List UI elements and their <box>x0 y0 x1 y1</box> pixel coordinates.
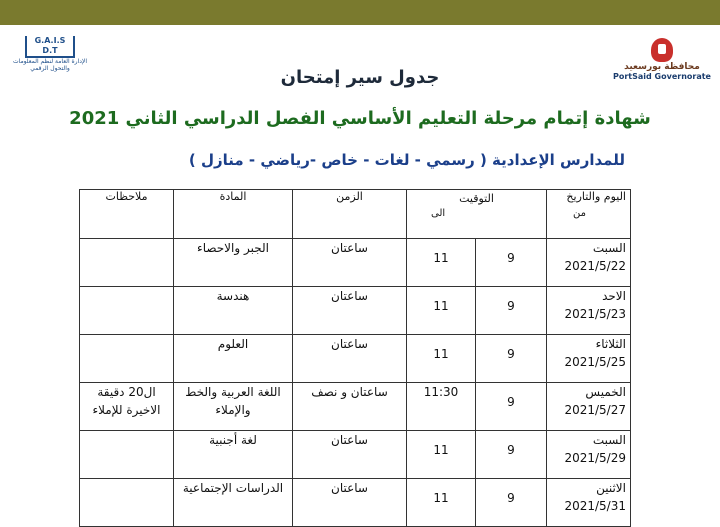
top-banner <box>0 0 720 25</box>
logo-arabic-text: محافظة بورسعيد <box>624 62 700 72</box>
header-duration: الزمن <box>293 190 407 239</box>
to-cell: 11 <box>407 239 476 287</box>
table-row <box>80 239 631 287</box>
exam-schedule-table <box>79 189 631 527</box>
notes-cell <box>80 479 174 527</box>
from-cell: 9 <box>476 479 547 527</box>
governorate-emblem-icon <box>651 38 673 62</box>
to-cell: 11 <box>407 431 476 479</box>
day-date: 2021/5/29 <box>564 451 626 465</box>
day-cell <box>547 479 631 527</box>
subject-cell: هندسة <box>174 287 293 335</box>
notes-cell: ال20 دقيقة الاخيرة للإملاء <box>80 383 174 431</box>
day-name: السبت <box>592 433 626 447</box>
to-cell: 11:30 <box>407 383 476 431</box>
duration-cell: ساعتان <box>293 287 407 335</box>
to-cell: 11 <box>407 287 476 335</box>
day-cell <box>547 287 631 335</box>
table-row <box>80 431 631 479</box>
subject-cell: الدراسات الإجتماعية <box>174 479 293 527</box>
day-cell <box>547 239 631 287</box>
day-cell <box>547 335 631 383</box>
notes-cell <box>80 239 174 287</box>
duration-cell: ساعتان <box>293 479 407 527</box>
gais-logo-code: G.A.I.S D.T <box>25 36 75 58</box>
day-date: 2021/5/23 <box>564 307 626 321</box>
subject-cell: اللغة العربية والخط والإملاء <box>174 383 293 431</box>
header-to: الى <box>431 208 446 219</box>
to-cell: 11 <box>407 479 476 527</box>
notes-cell <box>80 431 174 479</box>
subject-cell: لغة أجنبية <box>174 431 293 479</box>
day-name: الخميس <box>585 385 626 399</box>
table-row <box>80 287 631 335</box>
to-cell: 11 <box>407 335 476 383</box>
table-row <box>80 479 631 527</box>
table-header-row <box>80 190 631 239</box>
subject-cell: العلوم <box>174 335 293 383</box>
duration-cell: ساعتان و نصف <box>293 383 407 431</box>
header-day: اليوم والتاريخ <box>547 190 631 239</box>
header-time-label: التوقيت <box>459 192 494 205</box>
duration-cell: ساعتان <box>293 335 407 383</box>
header-subject: المادة <box>174 190 293 239</box>
day-date: 2021/5/27 <box>564 403 626 417</box>
duration-cell: ساعتان <box>293 431 407 479</box>
day-name: الاحد <box>602 289 626 303</box>
header-notes: ملاحظات <box>80 190 174 239</box>
day-date: 2021/5/31 <box>564 499 626 513</box>
page-subtitle-schools: للمدارس الإعدادية ( رسمي - لغات - خاص -رياضي - منازل ) <box>188 151 625 169</box>
day-date: 2021/5/22 <box>564 259 626 273</box>
header-time <box>407 190 586 239</box>
page-title: جدول سير إمتحان <box>280 67 440 88</box>
duration-cell: ساعتان <box>293 239 407 287</box>
logo-english-text: PortSaid Governorate <box>613 72 711 81</box>
from-cell: 9 <box>476 431 547 479</box>
table-row <box>80 383 631 431</box>
table-row <box>80 335 631 383</box>
notes-cell <box>80 287 174 335</box>
day-name: الاثنين <box>596 481 626 495</box>
page-subtitle: شهادة إتمام مرحلة التعليم الأساسي الفصل الدراسي الثاني 2021 <box>69 108 651 129</box>
day-date: 2021/5/25 <box>564 355 626 369</box>
day-cell <box>547 431 631 479</box>
subject-cell: الجبر والاحصاء <box>174 239 293 287</box>
from-cell: 9 <box>476 383 547 431</box>
day-name: السبت <box>592 241 626 255</box>
from-cell: 9 <box>476 335 547 383</box>
from-cell: 9 <box>476 287 547 335</box>
gais-logo-caption: الإدارة العامة لنظم المعلومات والتحول الرقمي <box>12 58 88 72</box>
day-cell <box>547 383 631 431</box>
day-name: الثلاثاء <box>595 337 626 351</box>
header-from: من <box>573 208 586 219</box>
from-cell: 9 <box>476 239 547 287</box>
notes-cell <box>80 335 174 383</box>
